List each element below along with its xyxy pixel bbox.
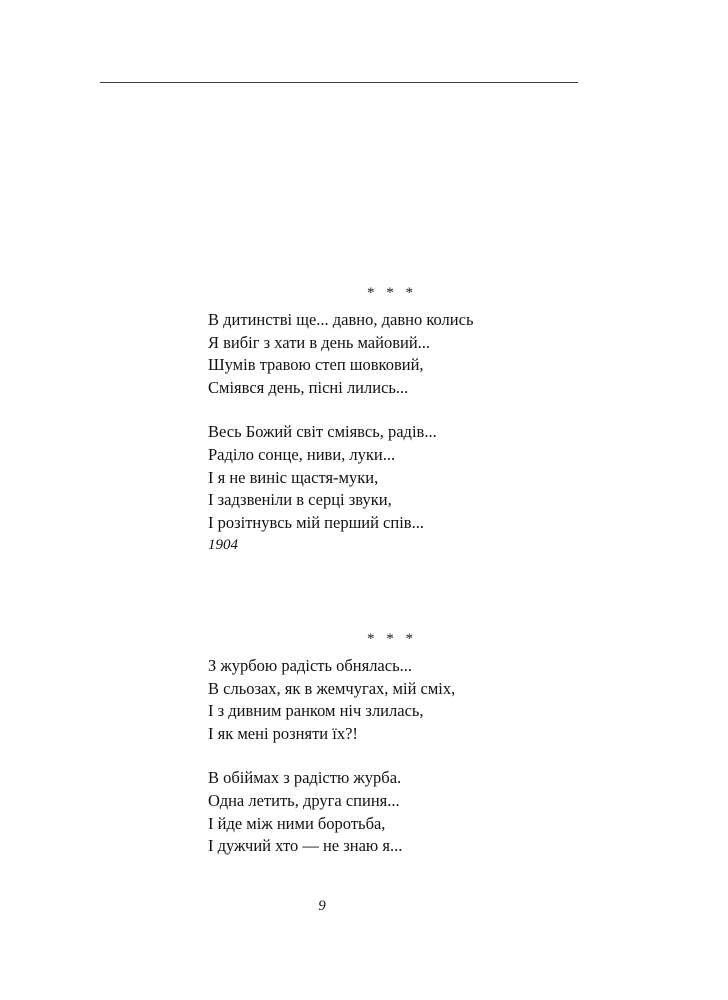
page-number: 9 — [318, 898, 326, 914]
poem-line: В обіймах з радістю журба. — [208, 768, 402, 788]
poem-line: І я не виніс щастя-муки, — [208, 467, 379, 487]
poem-line: І як мені розняти їх?! — [208, 723, 358, 743]
poem-line: Шумів травою степ шовковий, — [208, 355, 424, 375]
stanza — [208, 421, 728, 534]
header-divider-rule — [100, 82, 578, 83]
stanza — [208, 655, 728, 745]
poem-block-2 — [0, 632, 728, 858]
poem-year: 1904 — [208, 537, 238, 554]
poem-line: І розітнувсь мій перший спів... — [208, 512, 424, 532]
poem-line: І йде між ними боротьба, — [208, 813, 386, 833]
poem-line: В сльозах, як в жемчугах, мій сміх, — [208, 678, 456, 698]
poem-line: І задзвеніли в серці звуки, — [208, 490, 392, 510]
poem-line: І з дивним ранком ніч злилась, — [208, 701, 424, 721]
poem-line: В дитинстві ще... давно, давно колись — [208, 310, 474, 329]
poem-line: Сміявся день, пісні лились... — [208, 377, 409, 397]
stanza — [208, 309, 728, 399]
poem-line: Одна летить, друга спиня... — [208, 790, 400, 810]
poem-separator-asterisks: * * * — [367, 285, 417, 301]
stanza — [208, 767, 728, 857]
poem-line: І дужчий хто — не знаю я... — [208, 836, 403, 856]
poem-line: Я вибіг з хати в день майовий... — [208, 332, 431, 352]
poem-separator-asterisks: * * * — [367, 631, 417, 647]
poem-line: Раділо сонце, ниви, луки... — [208, 444, 396, 464]
poem-block-1 — [0, 286, 728, 557]
poem-line: Весь Божий світ сміявсь, радів... — [208, 422, 437, 442]
poem-line: З журбою радість обнялась... — [208, 656, 412, 675]
